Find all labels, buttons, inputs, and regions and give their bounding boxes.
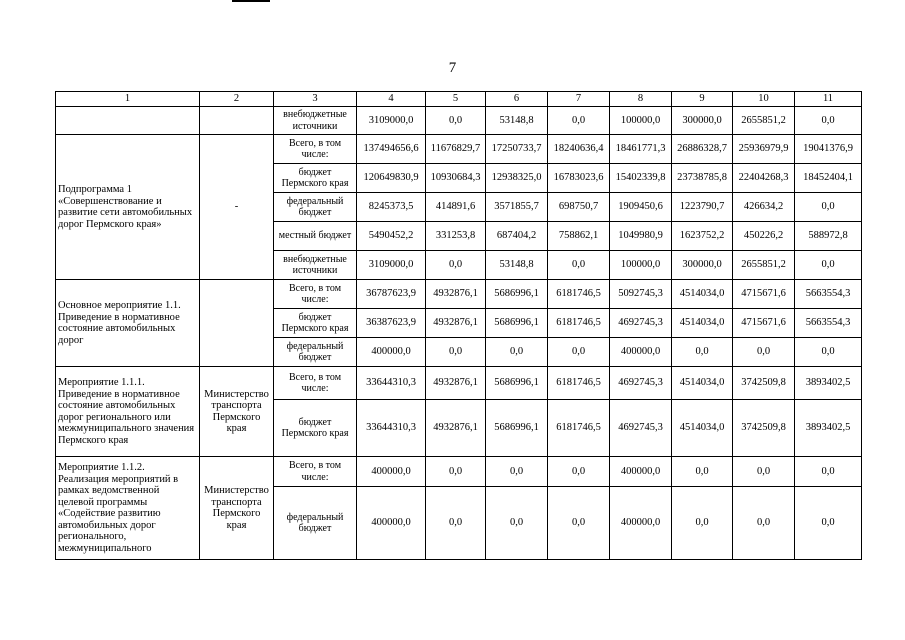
amount-cell: 4692745,3 xyxy=(610,400,672,457)
amount-cell: 400000,0 xyxy=(610,338,672,367)
funding-source-cell: бюджет Пермского края xyxy=(274,164,357,193)
amount-cell: 5686996,1 xyxy=(486,309,548,338)
amount-cell: 4692745,3 xyxy=(610,309,672,338)
program-name-cell xyxy=(56,107,200,135)
amount-cell: 25936979,9 xyxy=(733,135,795,164)
header-cell: 7 xyxy=(548,92,610,107)
amount-cell: 0,0 xyxy=(426,457,486,487)
header-cell: 11 xyxy=(795,92,862,107)
amount-cell: 0,0 xyxy=(486,487,548,560)
funding-source-cell: федеральный бюджет xyxy=(274,338,357,367)
amount-cell: 1909450,6 xyxy=(610,193,672,222)
amount-cell: 5686996,1 xyxy=(486,400,548,457)
amount-cell: 3109000,0 xyxy=(357,107,426,135)
program-name-cell: Мероприятие 1.1.1. Приведение в нормативное состояние автомобильных дорог регионального или межмуниципального значения Пермского края xyxy=(56,367,200,457)
amount-cell: 6181746,5 xyxy=(548,367,610,400)
executor-cell: - xyxy=(200,135,274,280)
amount-cell: 4932876,1 xyxy=(426,400,486,457)
amount-cell: 0,0 xyxy=(426,338,486,367)
amount-cell: 36787623,9 xyxy=(357,280,426,309)
amount-cell: 0,0 xyxy=(548,251,610,280)
amount-cell: 400000,0 xyxy=(610,457,672,487)
amount-cell: 2655851,2 xyxy=(733,251,795,280)
amount-cell: 0,0 xyxy=(486,338,548,367)
amount-cell: 0,0 xyxy=(548,107,610,135)
amount-cell: 0,0 xyxy=(672,338,733,367)
amount-cell: 0,0 xyxy=(795,487,862,560)
amount-cell: 4514034,0 xyxy=(672,309,733,338)
amount-cell: 12938325,0 xyxy=(486,164,548,193)
amount-cell: 4932876,1 xyxy=(426,367,486,400)
amount-cell: 3893402,5 xyxy=(795,400,862,457)
amount-cell: 687404,2 xyxy=(486,222,548,251)
funding-source-cell: Всего, в том числе: xyxy=(274,457,357,487)
header-cell: 3 xyxy=(274,92,357,107)
funding-source-cell: внебюджетные источники xyxy=(274,107,357,135)
amount-cell: 6181746,5 xyxy=(548,400,610,457)
amount-cell: 4692745,3 xyxy=(610,367,672,400)
executor-cell xyxy=(200,107,274,135)
amount-cell: 100000,0 xyxy=(610,251,672,280)
amount-cell: 8245373,5 xyxy=(357,193,426,222)
amount-cell: 0,0 xyxy=(548,487,610,560)
amount-cell: 0,0 xyxy=(426,251,486,280)
amount-cell: 18240636,4 xyxy=(548,135,610,164)
amount-cell: 3742509,8 xyxy=(733,400,795,457)
top-rule xyxy=(232,0,270,2)
funding-source-cell: внебюджетные источники xyxy=(274,251,357,280)
amount-cell: 137494656,6 xyxy=(357,135,426,164)
funding-source-cell: федеральный бюджет xyxy=(274,193,357,222)
header-row xyxy=(56,92,862,107)
funding-source-cell: Всего, в том числе: xyxy=(274,280,357,309)
amount-cell: 0,0 xyxy=(548,338,610,367)
amount-cell: 120649830,9 xyxy=(357,164,426,193)
amount-cell: 2655851,2 xyxy=(733,107,795,135)
amount-cell: 0,0 xyxy=(486,457,548,487)
amount-cell: 19041376,9 xyxy=(795,135,862,164)
amount-cell: 6181746,5 xyxy=(548,280,610,309)
amount-cell: 3742509,8 xyxy=(733,367,795,400)
amount-cell: 4932876,1 xyxy=(426,309,486,338)
amount-cell: 0,0 xyxy=(548,457,610,487)
amount-cell: 16783023,6 xyxy=(548,164,610,193)
funding-source-cell: Всего, в том числе: xyxy=(274,367,357,400)
header-cell: 4 xyxy=(357,92,426,107)
amount-cell: 426634,2 xyxy=(733,193,795,222)
page-number: 7 xyxy=(448,60,457,76)
amount-cell: 4715671,6 xyxy=(733,309,795,338)
executor-cell xyxy=(200,280,274,367)
amount-cell: 5686996,1 xyxy=(486,367,548,400)
amount-cell: 53148,8 xyxy=(486,251,548,280)
header-cell: 6 xyxy=(486,92,548,107)
amount-cell: 0,0 xyxy=(733,338,795,367)
amount-cell: 0,0 xyxy=(426,487,486,560)
amount-cell: 3571855,7 xyxy=(486,193,548,222)
amount-cell: 0,0 xyxy=(795,193,862,222)
amount-cell: 4514034,0 xyxy=(672,280,733,309)
table-row xyxy=(56,135,862,164)
amount-cell: 11676829,7 xyxy=(426,135,486,164)
executor-cell: Министерство транспорта Пермского края xyxy=(200,457,274,560)
amount-cell: 0,0 xyxy=(672,487,733,560)
amount-cell: 0,0 xyxy=(672,457,733,487)
table-row xyxy=(56,457,862,487)
amount-cell: 33644310,3 xyxy=(357,367,426,400)
table-row xyxy=(56,280,862,309)
amount-cell: 400000,0 xyxy=(357,457,426,487)
amount-cell: 300000,0 xyxy=(672,107,733,135)
amount-cell: 3893402,5 xyxy=(795,367,862,400)
amount-cell: 450226,2 xyxy=(733,222,795,251)
amount-cell: 10930684,3 xyxy=(426,164,486,193)
amount-cell: 1623752,2 xyxy=(672,222,733,251)
amount-cell: 100000,0 xyxy=(610,107,672,135)
amount-cell: 4932876,1 xyxy=(426,280,486,309)
amount-cell: 15402339,8 xyxy=(610,164,672,193)
executor-cell: Министерство транспорта Пермского края xyxy=(200,367,274,457)
amount-cell: 4514034,0 xyxy=(672,367,733,400)
header-cell: 2 xyxy=(200,92,274,107)
amount-cell: 331253,8 xyxy=(426,222,486,251)
header-cell: 10 xyxy=(733,92,795,107)
amount-cell: 0,0 xyxy=(426,107,486,135)
amount-cell: 400000,0 xyxy=(357,487,426,560)
amount-cell: 588972,8 xyxy=(795,222,862,251)
amount-cell: 1049980,9 xyxy=(610,222,672,251)
amount-cell: 26886328,7 xyxy=(672,135,733,164)
amount-cell: 0,0 xyxy=(795,251,862,280)
amount-cell: 53148,8 xyxy=(486,107,548,135)
amount-cell: 698750,7 xyxy=(548,193,610,222)
amount-cell: 0,0 xyxy=(733,457,795,487)
amount-cell: 18461771,3 xyxy=(610,135,672,164)
funding-source-cell: бюджет Пермского края xyxy=(274,309,357,338)
header-cell: 9 xyxy=(672,92,733,107)
budget-table xyxy=(55,91,862,560)
amount-cell: 17250733,7 xyxy=(486,135,548,164)
amount-cell: 36387623,9 xyxy=(357,309,426,338)
amount-cell: 1223790,7 xyxy=(672,193,733,222)
amount-cell: 0,0 xyxy=(795,457,862,487)
amount-cell: 0,0 xyxy=(795,107,862,135)
amount-cell: 33644310,3 xyxy=(357,400,426,457)
amount-cell: 5663554,3 xyxy=(795,309,862,338)
amount-cell: 18452404,1 xyxy=(795,164,862,193)
amount-cell: 4514034,0 xyxy=(672,400,733,457)
funding-source-cell: Всего, в том числе: xyxy=(274,135,357,164)
amount-cell: 5686996,1 xyxy=(486,280,548,309)
table-row xyxy=(56,107,862,135)
funding-source-cell: федеральный бюджет xyxy=(274,487,357,560)
amount-cell: 5490452,2 xyxy=(357,222,426,251)
amount-cell: 0,0 xyxy=(795,338,862,367)
program-name-cell: Основное мероприятие 1.1. Приведение в нормативное состояние автомобильных дорог xyxy=(56,280,200,367)
program-name-cell: Мероприятие 1.1.2. Реализация мероприятий в рамках ведомственной целевой программы «Содействие развитию автомобильных дорог регионального, межмуниципального xyxy=(56,457,200,560)
amount-cell: 3109000,0 xyxy=(357,251,426,280)
amount-cell: 23738785,8 xyxy=(672,164,733,193)
amount-cell: 414891,6 xyxy=(426,193,486,222)
program-name-cell: Подпрограмма 1 «Совершенствование и развитие сети автомобильных дорог Пермского края» xyxy=(56,135,200,280)
header-cell: 5 xyxy=(426,92,486,107)
table-row xyxy=(56,367,862,400)
amount-cell: 5092745,3 xyxy=(610,280,672,309)
amount-cell: 400000,0 xyxy=(357,338,426,367)
header-cell: 1 xyxy=(56,92,200,107)
amount-cell: 400000,0 xyxy=(610,487,672,560)
amount-cell: 300000,0 xyxy=(672,251,733,280)
amount-cell: 5663554,3 xyxy=(795,280,862,309)
header-cell: 8 xyxy=(610,92,672,107)
amount-cell: 4715671,6 xyxy=(733,280,795,309)
funding-source-cell: бюджет Пермского края xyxy=(274,400,357,457)
amount-cell: 6181746,5 xyxy=(548,309,610,338)
amount-cell: 0,0 xyxy=(733,487,795,560)
amount-cell: 758862,1 xyxy=(548,222,610,251)
funding-source-cell: местный бюджет xyxy=(274,222,357,251)
amount-cell: 22404268,3 xyxy=(733,164,795,193)
